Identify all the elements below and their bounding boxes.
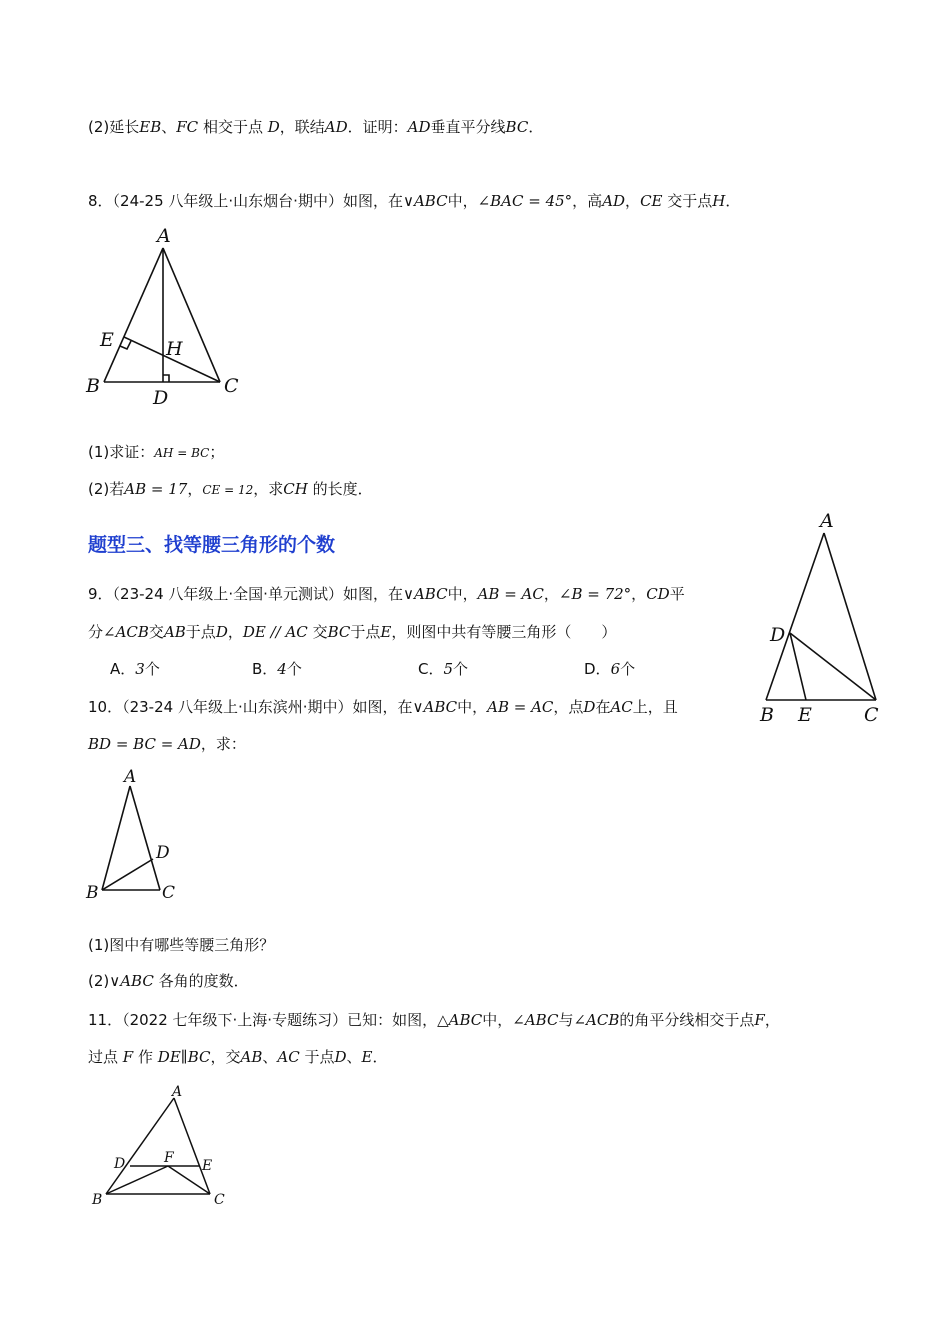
text: ，: [764, 1011, 780, 1029]
math: AC: [610, 698, 633, 716]
label-b: B: [86, 375, 100, 397]
text: ，求: [253, 480, 284, 498]
side-ac: [174, 1098, 213, 1194]
label-c: C: [214, 1192, 225, 1208]
text: ，: [625, 192, 641, 210]
option-letter: A．: [110, 660, 136, 678]
math: AB = AC: [487, 698, 554, 716]
text: 中，: [457, 698, 488, 716]
q8-part2: [88, 478, 373, 501]
option-value: 3: [135, 660, 145, 678]
side-ac: [824, 533, 876, 700]
math: △ABC: [437, 1011, 483, 1029]
math: ∨ABC: [412, 698, 458, 716]
text: 如图，在: [342, 192, 403, 210]
text: 平: [669, 585, 685, 603]
text: 延长: [109, 118, 140, 136]
math: BC: [505, 118, 529, 136]
text: ．: [528, 118, 544, 136]
side-ac: [130, 786, 160, 890]
q9-option-a[interactable]: [110, 658, 160, 680]
math: D: [334, 1048, 347, 1066]
text: 如图，在: [352, 698, 413, 716]
math: FC: [176, 118, 199, 136]
q7-part2: [88, 116, 543, 138]
label-b: B: [92, 1192, 103, 1208]
text: ，: [227, 623, 243, 641]
text: ，: [543, 585, 559, 603]
math: D: [215, 623, 228, 641]
text: ，交: [210, 1048, 241, 1066]
math: CD: [646, 585, 670, 603]
q11-stem-line2: [88, 1046, 388, 1068]
option-value: 6: [610, 660, 621, 678]
text: ，: [631, 585, 647, 603]
label-d: D: [770, 624, 786, 646]
text: 已知：如图，: [347, 1011, 438, 1029]
text: 若: [109, 480, 125, 498]
q9-figure: [752, 505, 892, 730]
math: CH: [283, 480, 308, 498]
text: 、: [262, 1048, 278, 1066]
text: ，点: [553, 698, 584, 716]
part-number: (2): [88, 118, 110, 136]
text: 交于点: [667, 192, 713, 210]
label-b: B: [86, 883, 99, 903]
math: AB = AC: [477, 585, 544, 603]
math: AB: [240, 1048, 263, 1066]
label-d: D: [156, 843, 170, 863]
part-number: (2): [88, 972, 110, 990]
q8-part1: [88, 441, 224, 464]
question-source: （23-24 八年级上·山东滨州·期中）: [122, 698, 353, 716]
math: CE: [640, 192, 663, 210]
option-unit: 个: [286, 660, 302, 678]
text: ，: [187, 480, 203, 498]
q11-stem-line1: [88, 1009, 780, 1031]
q10-stem-line1: [88, 696, 678, 718]
option-letter: D．: [584, 660, 611, 678]
text: 在: [595, 698, 611, 716]
q11-figure: [88, 1080, 238, 1210]
text: 各角的度数．: [158, 972, 249, 990]
math: CE = 12: [202, 483, 254, 497]
q10-stem-line2: [88, 733, 246, 755]
part-number: (1): [88, 443, 110, 461]
q10-part2: [88, 970, 249, 992]
part-number: (1): [88, 936, 110, 954]
label-h: H: [166, 338, 183, 360]
side-ab: [102, 786, 130, 890]
q10-figure: [80, 764, 190, 910]
label-a: A: [172, 1084, 183, 1100]
text: ；: [209, 443, 225, 461]
text: 与: [558, 1011, 574, 1029]
label-c: C: [224, 375, 239, 397]
text: 过点: [88, 1048, 119, 1066]
text: 的长度．: [312, 480, 373, 498]
option-unit: 个: [453, 660, 469, 678]
side-ab: [106, 1098, 174, 1194]
label-a: A: [157, 225, 171, 247]
label-a: A: [820, 510, 834, 532]
math: AD: [407, 118, 431, 136]
text: 垂直平分线: [430, 118, 506, 136]
side-ab: [766, 533, 824, 700]
text: ，高: [572, 192, 603, 210]
text: 上，且: [632, 698, 678, 716]
question-number: 10．: [88, 698, 123, 716]
label-e: E: [202, 1158, 213, 1174]
q10-part1: [88, 934, 274, 956]
label-e: E: [100, 329, 114, 351]
text: 作: [138, 1048, 154, 1066]
text: 求证：: [109, 443, 155, 461]
label-c: C: [162, 883, 176, 903]
q9-option-d[interactable]: [584, 658, 635, 680]
math: ∠B = 72°: [558, 585, 632, 603]
q9-option-c[interactable]: [418, 658, 468, 680]
text: ．证明：: [347, 118, 408, 136]
option-unit: 个: [144, 660, 160, 678]
math: E: [361, 1048, 373, 1066]
text: ，联结: [279, 118, 325, 136]
question-source: （24-25 八年级上·山东烟台·期中）: [112, 192, 343, 210]
q8-figure: [80, 222, 260, 412]
q9-stem-line2: [88, 621, 616, 643]
math: BD = BC = AD: [88, 735, 201, 753]
math: D: [267, 118, 280, 136]
option-letter: B．: [252, 660, 278, 678]
math: AD: [324, 118, 348, 136]
text: 如图，在: [342, 585, 403, 603]
part-number: (2): [88, 480, 110, 498]
math: D: [583, 698, 596, 716]
option-value: 5: [443, 660, 454, 678]
question-source: （23-24 八年级上·全国·单元测试）: [112, 585, 343, 603]
math: AB: [163, 623, 186, 641]
math: F: [754, 1011, 765, 1029]
math: AC: [277, 1048, 300, 1066]
math: AH = BC: [154, 446, 210, 460]
math: AB = 17: [124, 480, 188, 498]
q8-stem: [88, 190, 740, 212]
question-source: （2022 七年级下·上海·专题练习）: [122, 1011, 348, 1029]
text: 分: [88, 623, 104, 641]
option-unit: 个: [620, 660, 636, 678]
side-ab: [104, 248, 163, 382]
label-f: F: [164, 1150, 174, 1166]
math: H: [712, 192, 726, 210]
label-e: E: [798, 704, 812, 726]
math: ∠ABC: [512, 1011, 559, 1029]
math: E: [380, 623, 392, 641]
text: ，求：: [200, 735, 246, 753]
label-b: B: [760, 704, 774, 726]
text: 于点: [304, 1048, 335, 1066]
math: BC: [327, 623, 351, 641]
label-a: A: [124, 767, 137, 787]
text: 于点: [185, 623, 216, 641]
section-heading: 题型三、找等腰三角形的个数: [88, 534, 336, 556]
text: ，则图中共有等腰三角形（ ）: [391, 623, 617, 641]
text: 的角平分线相交于点: [619, 1011, 755, 1029]
text: ．: [372, 1048, 388, 1066]
math: EB: [139, 118, 162, 136]
label-d: D: [114, 1156, 126, 1172]
math: AD: [602, 192, 626, 210]
side-ac: [163, 248, 220, 382]
question-number: 11．: [88, 1011, 123, 1029]
math: DE∥BC: [157, 1048, 211, 1066]
text: 图中有哪些等腰三角形？: [109, 936, 275, 954]
math: ∨ABC: [402, 585, 448, 603]
right-angle-d: [163, 375, 169, 382]
math: ∠ACB: [103, 623, 149, 641]
math: ∨ABC: [402, 192, 448, 210]
math: ∨ABC: [109, 972, 154, 990]
text: 、: [161, 118, 177, 136]
label-c: C: [864, 704, 879, 726]
text: ．: [725, 192, 741, 210]
text: 中，: [447, 192, 478, 210]
text: 中，: [447, 585, 478, 603]
question-number: 9．: [88, 585, 113, 603]
text: 交: [148, 623, 164, 641]
label-d: D: [153, 387, 169, 409]
text: 中，: [482, 1011, 513, 1029]
math: ∠ACB: [573, 1011, 620, 1029]
option-letter: C．: [418, 660, 444, 678]
math: ∠BAC = 45°: [477, 192, 573, 210]
question-number: 8．: [88, 192, 113, 210]
text: 交: [312, 623, 328, 641]
math: F: [122, 1048, 134, 1066]
text: 于点: [350, 623, 381, 641]
q9-stem-line1: [88, 583, 685, 605]
q9-option-b[interactable]: [252, 658, 302, 680]
option-value: 4: [277, 660, 287, 678]
text: 相交于点: [202, 118, 263, 136]
math: DE // AC: [242, 623, 308, 641]
text: 、: [346, 1048, 362, 1066]
